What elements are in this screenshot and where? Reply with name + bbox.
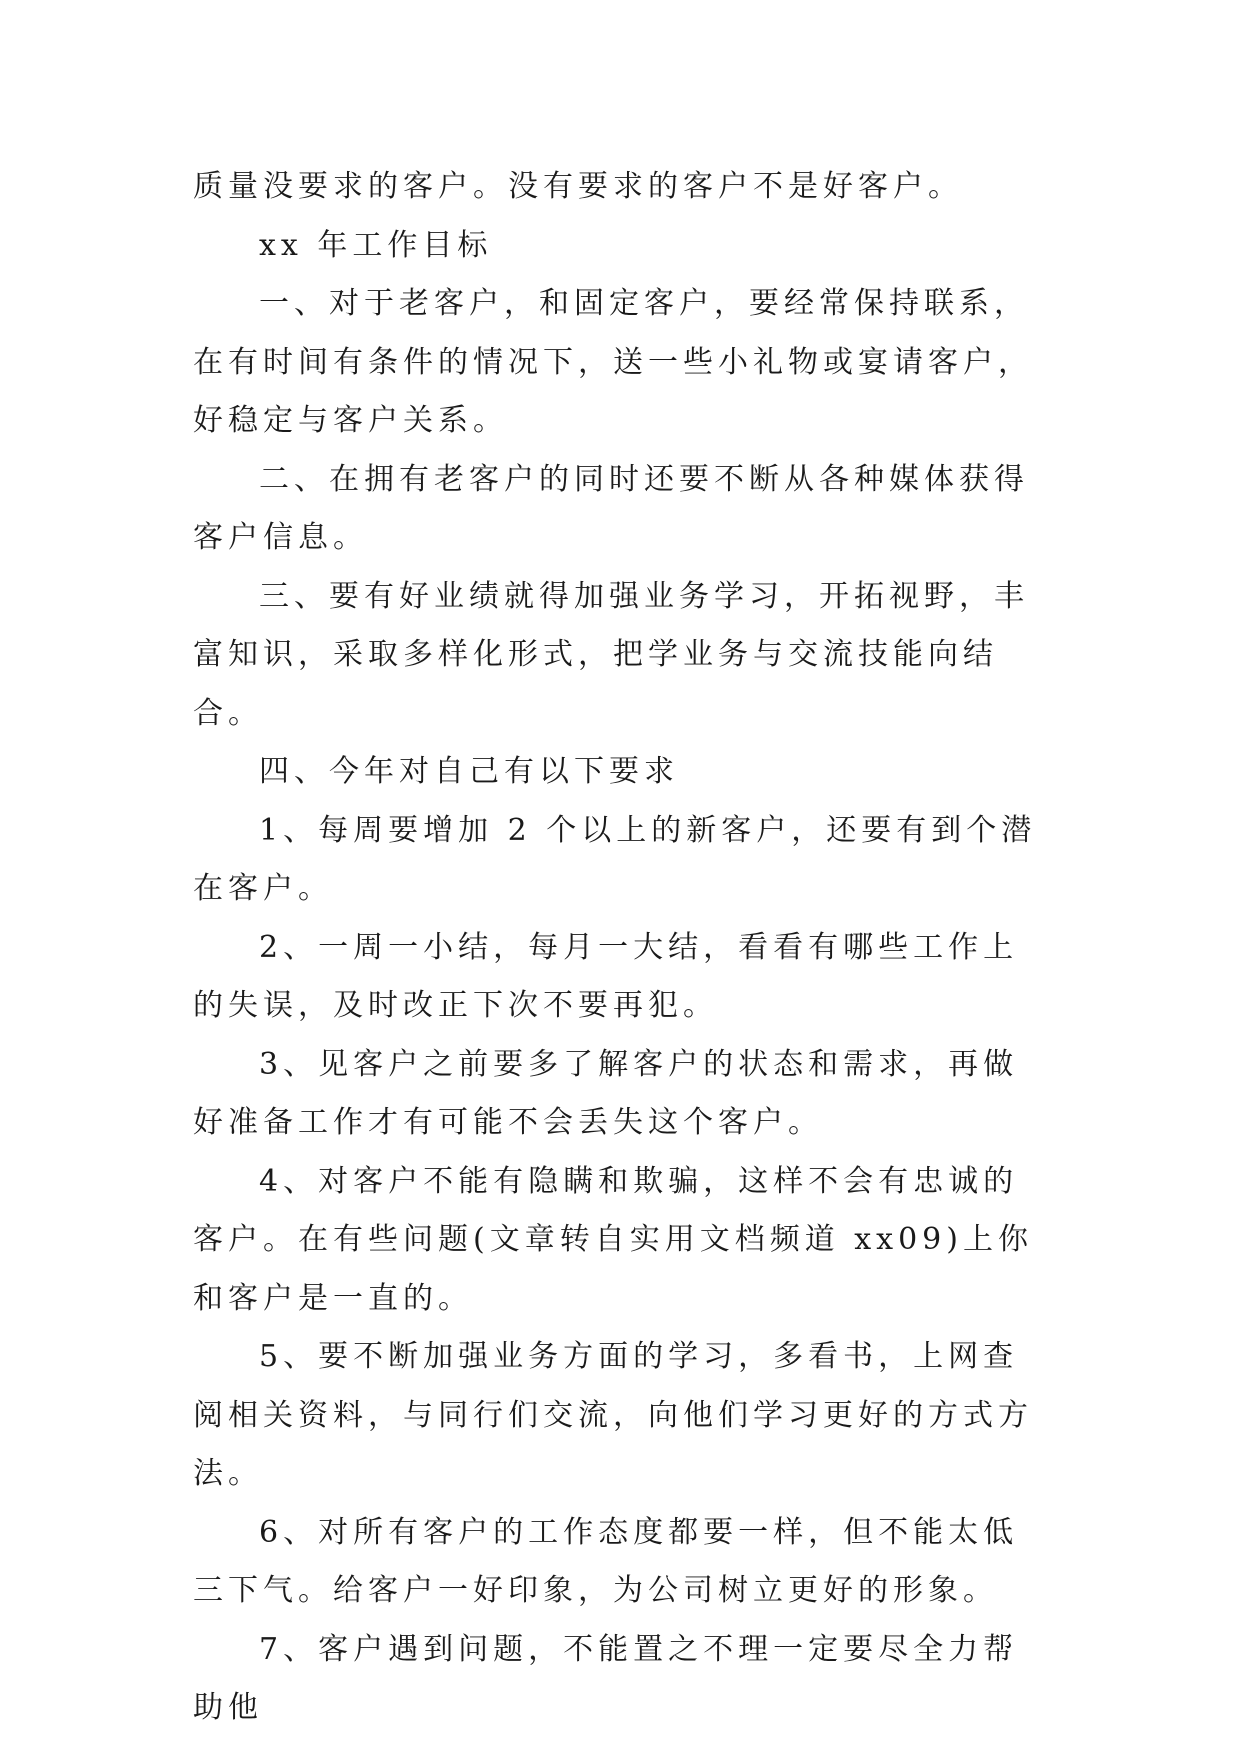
paragraph-1: 质量没要求的客户。没有要求的客户不是好客户。: [193, 169, 963, 204]
paragraph-5: 三、要有好业绩就得加强业务学习，开拓视野，丰富知识，采取多样化形式，把学业务与交流技能向结合。: [193, 578, 1029, 731]
list-item-4: 4、对客户不能有隐瞒和欺骗，这样不会有忠诚的客户。在有些问题(文章转自实用文档频道 xx09)上你和客户是一直的。: [193, 1163, 1033, 1316]
list-item-6: 6、对所有客户的工作态度都要一样，但不能太低三下气。给客户一好印象，为公司树立更好的形象。: [193, 1514, 1019, 1608]
list-item-3: 3、见客户之前要多了解客户的状态和需求，再做好准备工作才有可能不会丢失这个客户。: [193, 1046, 1019, 1140]
paragraph-4: 二、在拥有老客户的同时还要不断从各种媒体获得客户信息。: [193, 461, 1029, 555]
list-item-5: 5、要不断加强业务方面的学习，多看书，上网查阅相关资料，与同行们交流，向他们学习更好的方式方法。: [193, 1339, 1033, 1491]
document-body: [193, 158, 1053, 1738]
paragraph-6: 四、今年对自己有以下要求: [259, 754, 679, 789]
list-item-7: 7、客户遇到问题，不能置之不理一定要尽全力帮助他: [193, 1631, 1019, 1725]
paragraph-2-heading: xx 年工作目标: [259, 227, 493, 263]
list-item-2: 2、一周一小结，每月一大结，看看有哪些工作上的失误，及时改正下次不要再犯。: [193, 929, 1019, 1023]
paragraph-3: 一、对于老客户，和固定客户，要经常保持联系，在有时间有条件的情况下，送一些小礼物或宴请客户，好稳定与客户关系。: [193, 286, 1033, 438]
list-item-1: 1、每周要增加 2 个以上的新客户，还要有到个潜在客户。: [193, 812, 1037, 906]
